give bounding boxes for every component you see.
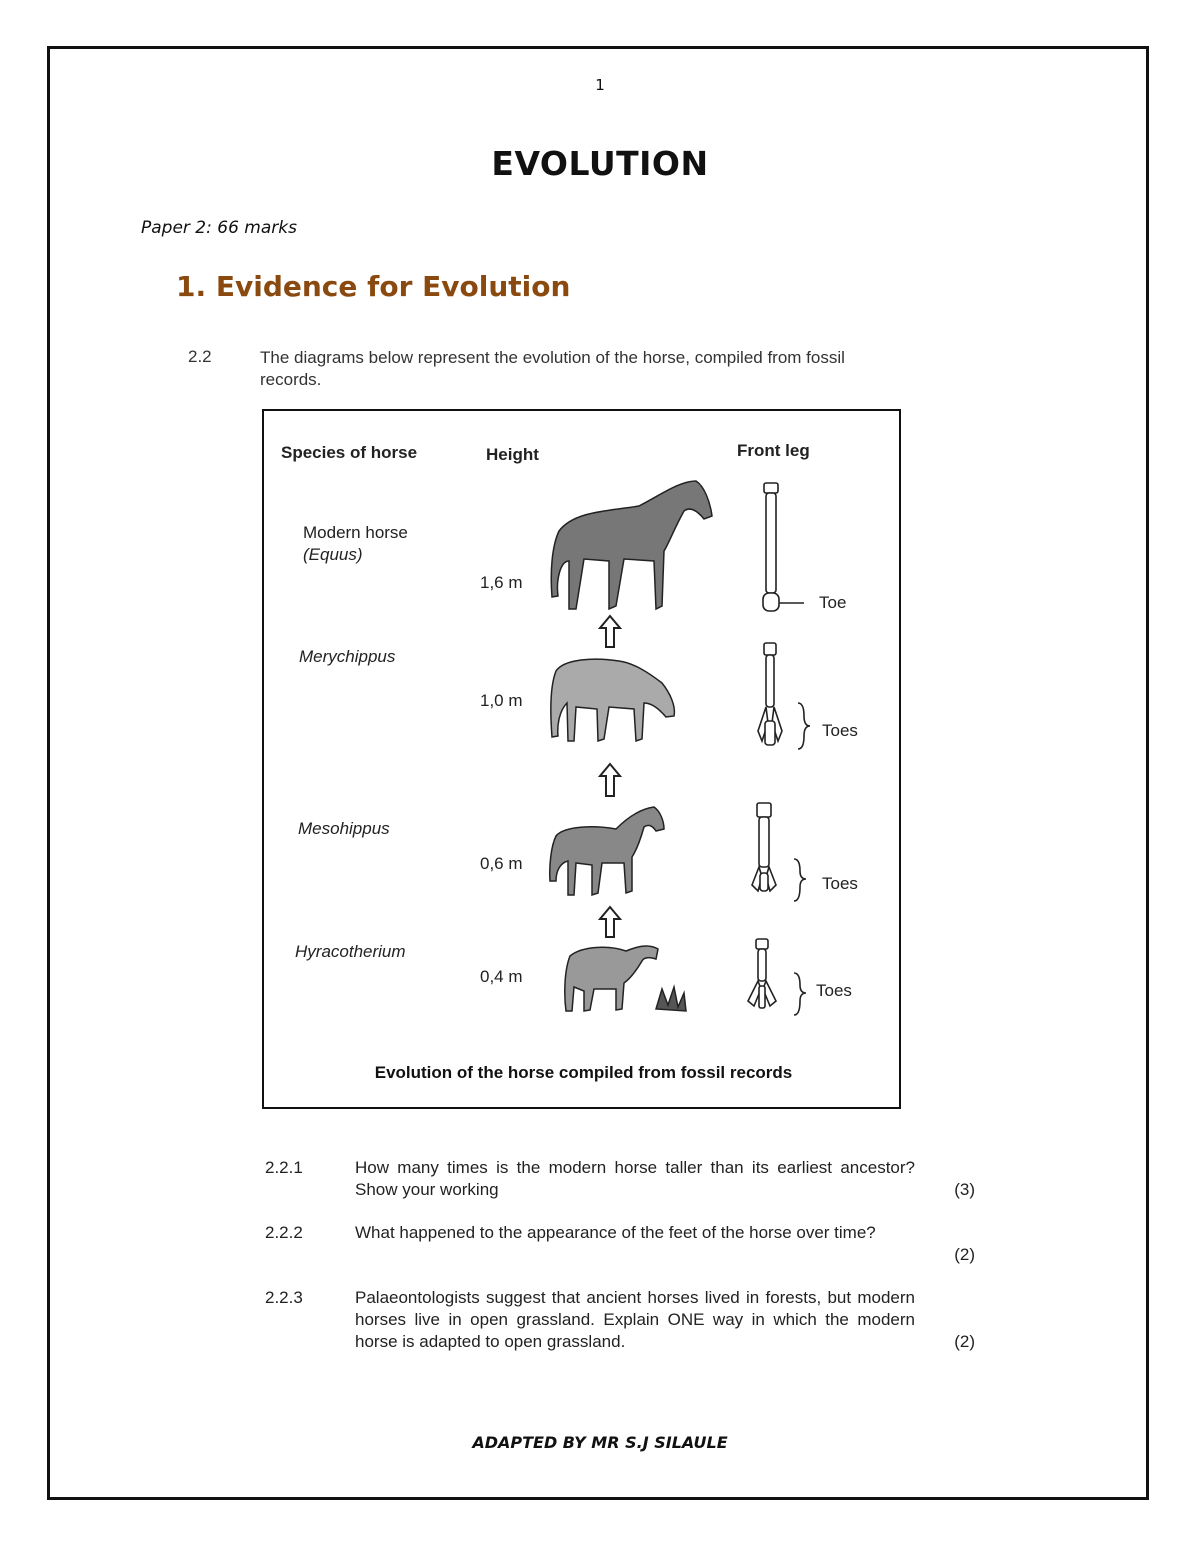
subquestion-marks: (2) (954, 1245, 975, 1264)
column-header-species: Species of horse (281, 443, 418, 462)
page-title: EVOLUTION (491, 144, 709, 183)
mesohippus-illustration (550, 807, 664, 895)
species-name-mesohippus: Mesohippus (298, 819, 390, 838)
leg-label-hyracotherium: Toes (816, 981, 852, 1000)
species-name-hyracotherium: Hyracotherium (295, 942, 406, 961)
leg-label-mesohippus: Toes (822, 874, 858, 893)
modern-horse-illustration (551, 481, 712, 609)
height-merychippus: 1,0 m (480, 691, 523, 710)
front-leg-modern (763, 483, 804, 611)
leg-label-modern-horse: Toe (819, 593, 847, 612)
species-scientific-equus: (Equus) (303, 545, 363, 564)
height-mesohippus: 0,6 m (480, 854, 523, 873)
subquestion-2-2-1 (265, 1157, 975, 1201)
footer-credit: ADAPTED BY MR S.J SILAULE (472, 1433, 728, 1452)
up-arrow-icon (600, 764, 620, 796)
subquestion-2-2-2 (265, 1222, 975, 1266)
leg-label-merychippus: Toes (822, 721, 858, 740)
subquestion-text: How many times is the modern horse taller than its earliest ancestor? Show your working (355, 1158, 915, 1199)
question-intro: The diagrams below represent the evolution of the horse, compiled from fossil records. (260, 348, 845, 389)
question-number: 2.2 (188, 347, 212, 366)
hyracotherium-illustration (565, 946, 686, 1011)
subquestion-2-2-3 (265, 1287, 975, 1353)
column-header-front-leg: Front leg (737, 441, 810, 460)
subquestion-marks: (3) (954, 1180, 975, 1199)
subquestion-marks: (2) (954, 1332, 975, 1351)
front-leg-hyracotherium (748, 939, 806, 1015)
horse-evolution-figure (262, 409, 901, 1109)
species-name-merychippus: Merychippus (299, 647, 396, 666)
species-name-modern-horse: Modern horse (303, 523, 408, 542)
front-leg-merychippus (758, 643, 810, 749)
subquestion-text: Palaeontologists suggest that ancient horses lived in forests, but modern horses live in open grassland. Explain ONE way in which the modern horse is adapted to open grassland. (355, 1288, 915, 1351)
front-leg-mesohippus (752, 803, 806, 901)
merychippus-illustration (551, 659, 675, 741)
up-arrow-icon (600, 907, 620, 937)
paper-marks: Paper 2: 66 marks (141, 218, 297, 238)
page-number: 1 (595, 76, 605, 94)
height-modern-horse: 1,6 m (480, 573, 523, 592)
subquestion-number: 2.2.2 (265, 1223, 303, 1242)
figure-illustrations (264, 411, 903, 1111)
subquestion-number: 2.2.3 (265, 1288, 303, 1307)
up-arrow-icon (600, 616, 620, 647)
subquestion-text: What happened to the appearance of the feet of the horse over time? (355, 1223, 876, 1242)
subquestion-number: 2.2.1 (265, 1158, 303, 1177)
column-header-height: Height (486, 445, 539, 464)
section-heading: 1. Evidence for Evolution (176, 270, 571, 303)
figure-caption: Evolution of the horse compiled from fossil records (374, 1063, 793, 1082)
height-hyracotherium: 0,4 m (480, 967, 523, 986)
